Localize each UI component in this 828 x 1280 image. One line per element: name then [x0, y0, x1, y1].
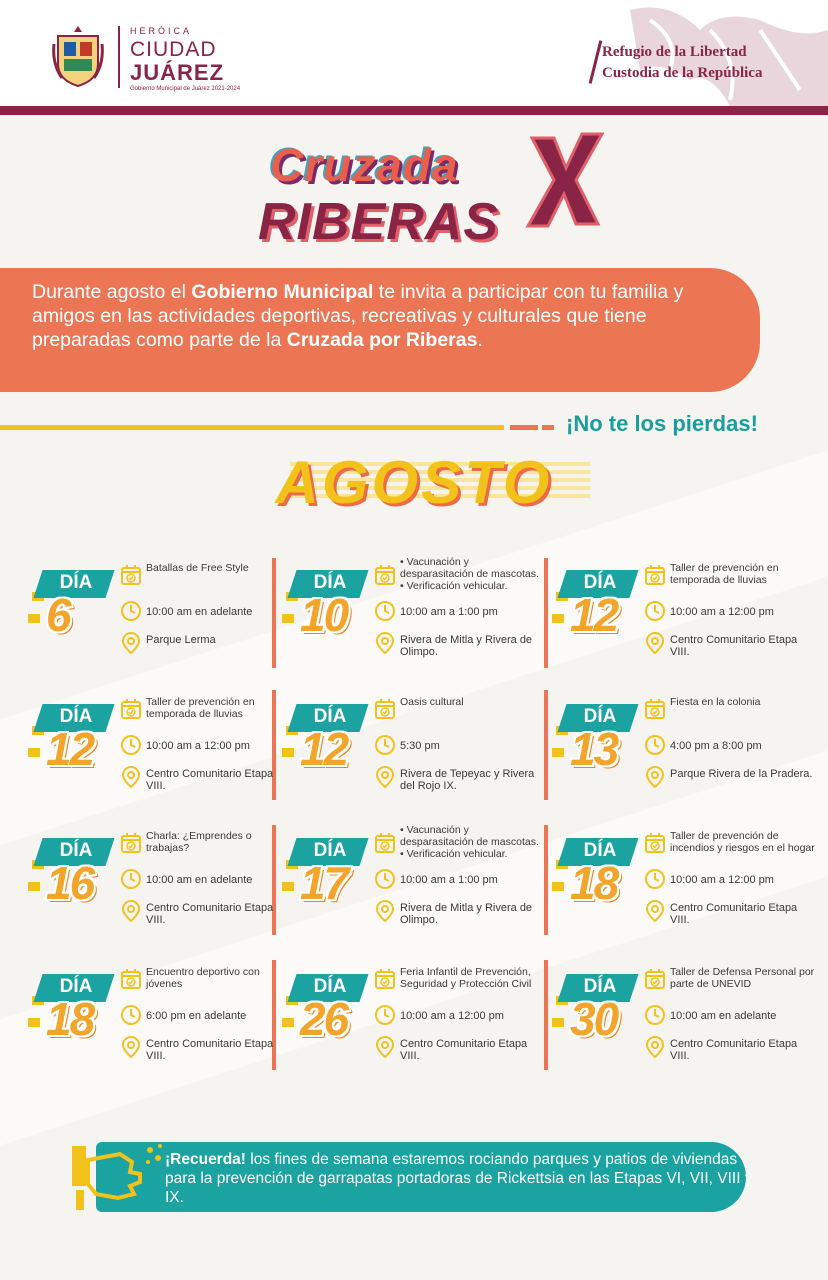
event-activity	[670, 966, 815, 990]
brand-name: JUÁREZ	[130, 60, 225, 85]
event-place: Centro Comunitario Etapa VIII.	[670, 634, 798, 658]
clock-icon	[120, 1004, 142, 1026]
day-number: 18	[46, 993, 94, 1045]
event-activity-line: Taller de prevención de incendios y riesgos en el hogar	[670, 830, 815, 854]
event-place: Centro Comunitario Etapa VIII.	[146, 1038, 274, 1062]
calendar-icon	[644, 832, 666, 854]
event-activity-line: Feria Infantil de Prevención, Seguridad y Protección Civil	[400, 966, 532, 990]
intro-bold: Gobierno Municipal	[191, 281, 374, 303]
event-time: 5:30 pm	[400, 740, 440, 752]
calendar-icon	[374, 698, 396, 720]
event-card	[28, 686, 278, 806]
clock-icon	[374, 868, 396, 890]
day-label: DÍA	[59, 976, 93, 997]
event-time: 10:00 am en adelante	[146, 874, 253, 886]
clock-icon	[120, 600, 142, 622]
reminder-body: los fines de semana estaremos rociando parques y patios de viviendas para la prevención de garrapatas portadoras de Rickettsia en las Etapas VI, VII, VIII y IX.	[165, 1151, 753, 1206]
divider-orange	[510, 425, 538, 430]
day-number: 17	[300, 857, 348, 909]
day-number: 16	[46, 857, 94, 909]
day-number: 12	[46, 723, 94, 775]
event-time: 10:00 am en adelante	[146, 606, 253, 618]
brand-subtitle: Gobierno Municipal de Juárez 2021-2024	[130, 86, 241, 92]
event-activity	[146, 696, 291, 720]
calendar-icon	[120, 832, 142, 854]
day-label: DÍA	[59, 706, 93, 727]
event-activity-line: Fiesta en la colonia	[670, 696, 761, 708]
location-pin-icon	[120, 632, 142, 654]
yellow-accent	[282, 614, 294, 623]
day-label: DÍA	[313, 976, 347, 997]
event-place: Centro Comunitario Etapa VIII.	[146, 902, 274, 926]
day-number: 26	[300, 993, 348, 1045]
clock-icon	[374, 734, 396, 756]
event-time: 10:00 am a 1:00 pm	[400, 606, 498, 618]
title-cruzada: Cruzada	[270, 139, 459, 191]
event-place: Rivera de Mitla y Rivera de Olimpo.	[400, 902, 533, 926]
event-place: Rivera de Mitla y Rivera de Olimpo.	[400, 634, 533, 658]
yellow-accent	[552, 748, 564, 757]
location-pin-icon	[374, 632, 396, 654]
yellow-accent	[28, 614, 40, 623]
clock-icon	[644, 734, 666, 756]
brand-top: HERÓICA	[130, 26, 193, 36]
event-activity	[670, 696, 815, 708]
yellow-accent	[282, 748, 294, 757]
event-card	[282, 956, 532, 1076]
day-number: 10	[300, 589, 348, 641]
location-pin-icon	[120, 766, 142, 788]
event-time: 10:00 am a 12:00 pm	[670, 874, 774, 886]
hand-spray-icon	[70, 1140, 164, 1216]
location-pin-icon	[644, 766, 666, 788]
calendar-icon	[120, 698, 142, 720]
calendar-icon	[374, 564, 396, 586]
day-number: 12	[300, 723, 348, 775]
event-time: 10:00 am a 12:00 pm	[146, 740, 250, 752]
location-pin-icon	[120, 1036, 142, 1058]
day-number: 30	[570, 993, 618, 1045]
clock-icon	[644, 868, 666, 890]
intro-part: te invita a participar con tu familia y amigos en las actividades deportivas, recreativas y culturales que tiene preparadas como parte de la	[32, 281, 684, 351]
clock-icon	[120, 734, 142, 756]
day-number: 12	[570, 589, 618, 641]
event-activity-line: Taller de Defensa Personal por parte de UNEVID	[670, 966, 815, 990]
event-card	[282, 552, 539, 672]
event-activity	[670, 830, 815, 854]
reminder-bold: ¡Recuerda!	[165, 1151, 246, 1168]
event-place: Parque Lerma	[146, 634, 216, 646]
event-activity-line: • Verificación vehicular.	[400, 580, 508, 592]
clock-icon	[374, 600, 396, 622]
yellow-accent	[282, 1018, 294, 1027]
intro-text	[32, 280, 732, 352]
event-time: 10:00 am a 12:00 pm	[400, 1010, 504, 1022]
location-pin-icon	[120, 900, 142, 922]
slogan-line2: Custodia de la República	[602, 65, 763, 81]
coat-of-arms-icon	[52, 24, 104, 88]
event-card	[28, 552, 278, 672]
event-activity-line: Charla: ¿Emprendes o trabajas?	[146, 830, 252, 854]
yellow-accent	[28, 748, 40, 757]
event-card	[28, 956, 278, 1076]
day-label: DÍA	[583, 572, 617, 593]
yellow-accent	[28, 882, 40, 891]
location-pin-icon	[644, 1036, 666, 1058]
event-card	[552, 820, 815, 940]
day-label: DÍA	[583, 706, 617, 727]
calendar-icon	[644, 564, 666, 586]
intro-part: Durante agosto el	[32, 281, 192, 303]
day-label: DÍA	[59, 572, 93, 593]
event-time: 10:00 am a 1:00 pm	[400, 874, 498, 886]
reminder-text	[165, 1150, 755, 1207]
event-activity-line: Oasis cultural	[400, 696, 464, 708]
event-activity	[670, 562, 815, 586]
event-time: 10:00 am a 12:00 pm	[670, 606, 774, 618]
yellow-accent	[552, 614, 564, 623]
event-activity	[400, 556, 545, 592]
calendar-icon	[120, 564, 142, 586]
location-pin-icon	[374, 900, 396, 922]
event-place: Centro Comunitario Etapa VIII.	[670, 1038, 798, 1062]
location-pin-icon	[644, 632, 666, 654]
event-activity	[146, 966, 291, 990]
event-activity-line: • Vacunación y desparasitación de mascotas.	[400, 824, 539, 848]
calendar-icon	[374, 968, 396, 990]
event-activity-line: Encuentro deportivo con jóvenes	[146, 966, 260, 990]
location-pin-icon	[374, 766, 396, 788]
slogan-line1: Refugio de la Libertad	[602, 44, 747, 60]
yellow-accent	[28, 1018, 40, 1027]
calendar-icon	[120, 968, 142, 990]
slogan	[602, 42, 762, 84]
event-activity-line: Taller de prevención en temporada de lluvias	[670, 562, 779, 586]
event-place: Rivera de Tepeyac y Rivera del Rojo IX.	[400, 768, 535, 792]
location-pin-icon	[644, 900, 666, 922]
clock-icon	[644, 1004, 666, 1026]
event-activity-line: • Vacunación y desparasitación de mascotas.	[400, 556, 539, 580]
divider-orange	[542, 425, 554, 430]
calendar-icon	[374, 832, 396, 854]
event-place: Centro Comunitario Etapa VIII.	[400, 1038, 528, 1062]
event-card	[282, 820, 539, 940]
event-time: 10:00 am en adelante	[670, 1010, 777, 1022]
title-riberas: RIBERAS	[258, 193, 500, 251]
day-number: 6	[46, 589, 70, 641]
event-activity-line: • Verificación vehicular.	[400, 848, 508, 860]
tagline: ¡No te los pierdas!	[566, 411, 758, 436]
day-label: DÍA	[313, 572, 347, 593]
month-title: AGOSTO	[275, 449, 553, 516]
day-label: DÍA	[313, 840, 347, 861]
day-label: DÍA	[583, 840, 617, 861]
event-activity	[400, 966, 545, 990]
clock-icon	[644, 600, 666, 622]
divider-yellow	[0, 425, 504, 430]
clock-icon	[374, 1004, 396, 1026]
yellow-accent	[552, 882, 564, 891]
yellow-accent	[282, 882, 294, 891]
header-bar	[0, 106, 828, 115]
event-card	[552, 686, 813, 806]
day-number: 18	[570, 857, 618, 909]
event-card	[28, 820, 278, 940]
day-label: DÍA	[59, 840, 93, 861]
event-place: Centro Comunitario Etapa VIII.	[670, 902, 798, 926]
intro-part: .	[477, 329, 483, 351]
x-logo-icon	[524, 128, 606, 228]
event-activity	[400, 696, 545, 708]
brand-city: CIUDAD	[130, 38, 217, 61]
event-place: Centro Comunitario Etapa VIII.	[146, 768, 274, 792]
calendar-icon	[644, 698, 666, 720]
event-activity	[146, 830, 291, 854]
event-activity-line: Taller de prevención en temporada de lluvias	[146, 696, 255, 720]
calendar-icon	[644, 968, 666, 990]
yellow-accent	[552, 1018, 564, 1027]
day-label: DÍA	[313, 706, 347, 727]
intro-bold: Cruzada por Riberas	[286, 329, 478, 351]
event-time: 6:00 pm en adelante	[146, 1010, 247, 1022]
day-label: DÍA	[583, 976, 617, 997]
event-activity	[400, 824, 545, 860]
event-card	[282, 686, 535, 806]
clock-icon	[120, 868, 142, 890]
event-card	[552, 552, 802, 672]
event-time: 4:00 pm a 8:00 pm	[670, 740, 762, 752]
day-number: 13	[570, 723, 618, 775]
location-pin-icon	[374, 1036, 396, 1058]
header-divider	[118, 26, 120, 88]
event-activity	[146, 562, 291, 574]
event-activity-line: Batallas de Free Style	[146, 562, 249, 574]
event-card	[552, 956, 815, 1076]
event-place: Parque Rivera de la Pradera.	[670, 768, 813, 780]
